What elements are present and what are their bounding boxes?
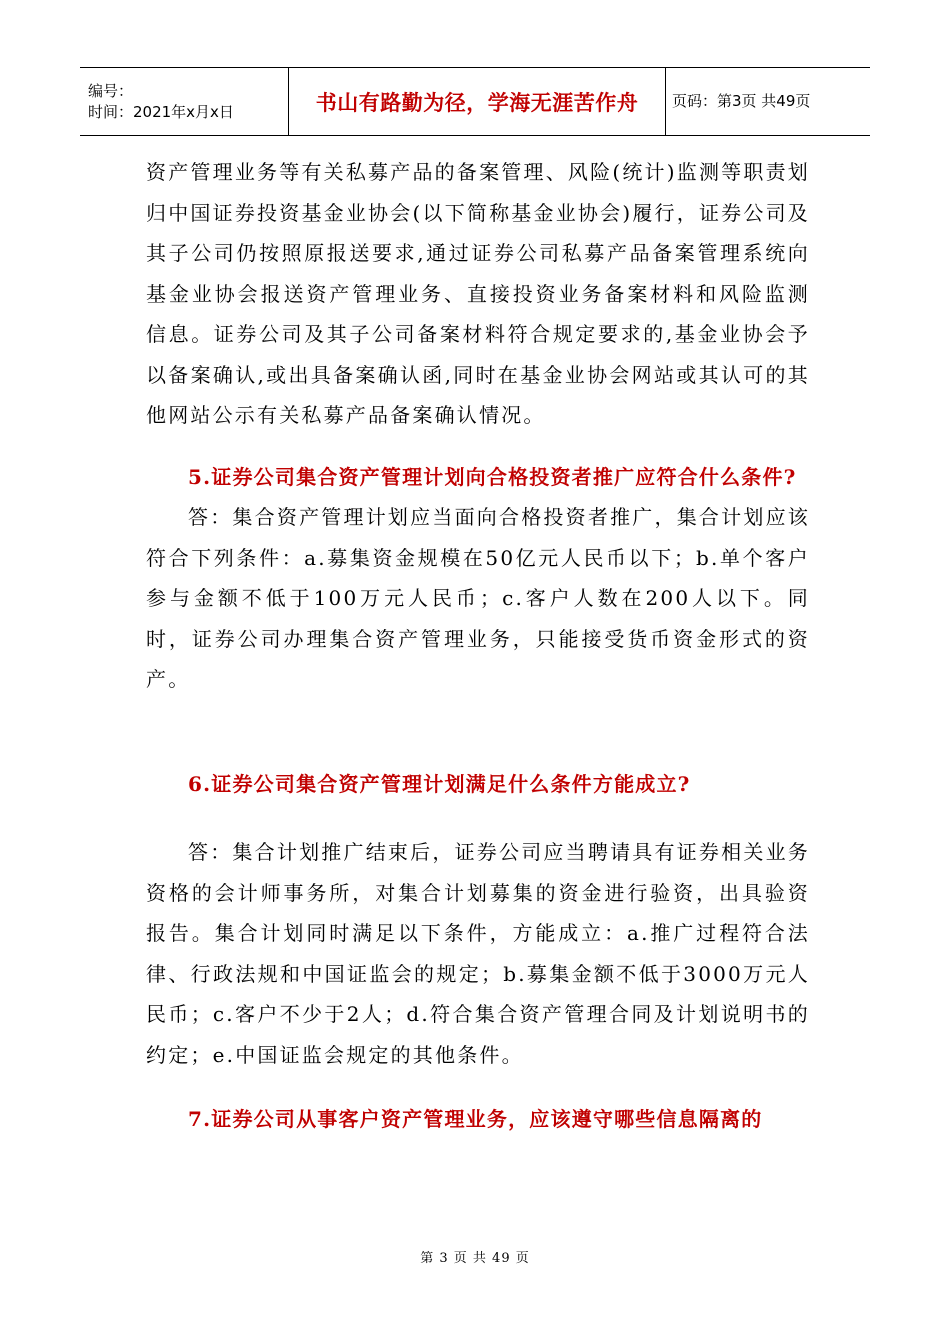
intro-paragraph: 资产管理业务等有关私募产品的备案管理、风险(统计)监测等职责划归中国证券投资基金业协会(以下简称基金业协会)履行，证券公司及其子公司仍按照原报送要求,通过证券公司私募产品备案管理系统向基金业协会报送资产管理业务、直接投资业务备案材料和风险监测信息。证券公司及其子公司备案材料符合规定要求的,基金业协会予以备案确认,或出具备案确认函,同时在基金业协会网站或其认可的其他网站公示有关私募产品备案确认情况。 — [146, 160, 810, 427]
answer-6-paragraph: 答：集合计划推广结束后，证券公司应当聘请具有证券相关业务资格的会计师事务所，对集合计划募集的资金进行验资，出具验资报告。集合计划同时满足以下条件，方能成立：a.推广过程符合法律、行政法规和中国证监会的规定；b.募集金额不低于3000万元人民币；c.客户不少于2人；d.符合集合资产管理合同及计划说明书的约定；e.中国证监会规定的其他条件。 — [146, 840, 810, 1067]
question-7-heading: 7.证券公司从事客户资产管理业务，应该遵守哪些信息隔离的 — [188, 1107, 763, 1131]
header-motto: 书山有路勤为径，学海无涯苦作舟 — [315, 90, 639, 115]
document-body — [146, 152, 810, 1140]
answer-5-paragraph: 答：集合资产管理计划应当面向合格投资者推广，集合计划应该符合下列条件：a.募集资金规模在50亿元人民币以下；b.单个客户参与金额不低于100万元人民币；c.客户人数在200人以下。同时，证券公司办理集合资产管理业务，只能接受货币资金形式的资产。 — [146, 505, 810, 691]
header-page-info: 页码：第3页 共49页 — [672, 92, 811, 110]
document-date: 时间：2021年x月x日 — [88, 102, 234, 121]
question-5-heading: 5.证券公司集合资产管理计划向合格投资者推广应符合什么条件? — [188, 464, 797, 489]
page-header — [80, 67, 870, 136]
spacer — [146, 700, 810, 764]
spacer — [146, 804, 810, 832]
spacer — [146, 1075, 810, 1099]
question-6-heading: 6.证券公司集合资产管理计划满足什么条件方能成立? — [188, 771, 691, 796]
spacer — [146, 436, 810, 457]
document-number-label: 编号： — [88, 81, 134, 100]
header-meta-cell — [80, 68, 289, 136]
page-footer: 第 3 页 共 49 页 — [420, 1251, 530, 1266]
header-page-cell — [666, 68, 871, 136]
header-motto-cell — [289, 68, 666, 136]
